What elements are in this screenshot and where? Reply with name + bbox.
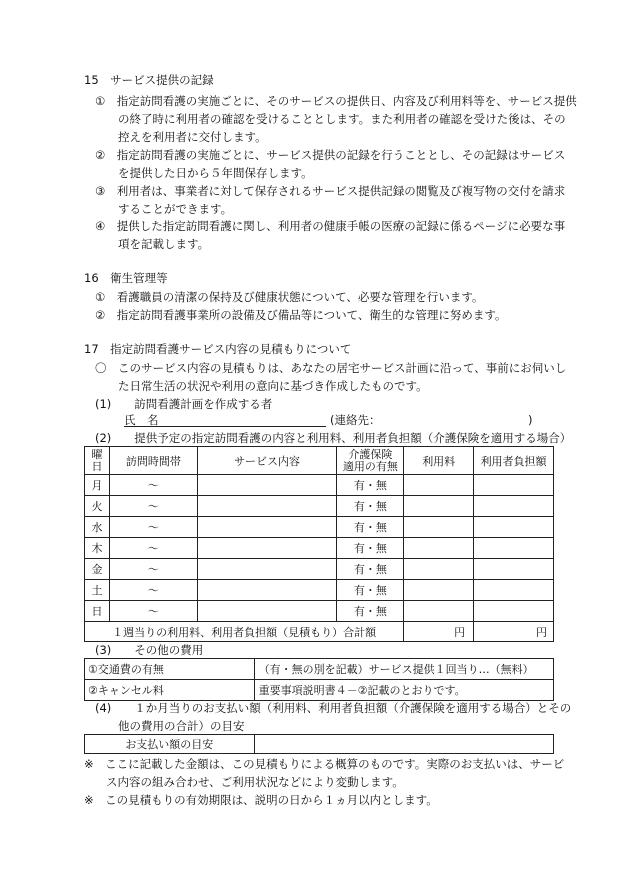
payment-label: お支払い額の目安 bbox=[85, 735, 255, 754]
burden-cell[interactable] bbox=[474, 601, 554, 622]
table-row bbox=[85, 580, 554, 601]
total-burden-cell[interactable] bbox=[474, 622, 554, 642]
note1-line1: ※ ここに記載した金額は、この見積もりによる概算のものです。実際のお支払いは、サービ bbox=[84, 757, 565, 771]
other-cost-label: ①交通費の有無 bbox=[85, 659, 255, 680]
fee-cell[interactable] bbox=[404, 475, 474, 496]
service-cell[interactable] bbox=[197, 559, 337, 580]
note2: ※ この見積もりの有効期限は、説明の日から１ヵ月以内とします。 bbox=[84, 793, 438, 807]
section-15-title: 15 サービス提供の記録 bbox=[84, 73, 214, 87]
service-cell[interactable] bbox=[197, 538, 337, 559]
time-cell[interactable]: ～ bbox=[109, 496, 197, 517]
contact-label: (連絡先： bbox=[330, 413, 381, 427]
total-fee-cell[interactable] bbox=[404, 622, 474, 642]
service-cell[interactable] bbox=[197, 517, 337, 538]
table-row bbox=[85, 538, 554, 559]
s17-intro-line2: た日常生活の状況や利用の意向に基づき作成したものです。 bbox=[118, 379, 428, 393]
payment-value-cell[interactable] bbox=[254, 735, 553, 754]
insurance-cell[interactable]: 有・無 bbox=[337, 538, 404, 559]
day-cell: 金 bbox=[85, 559, 110, 580]
day-cell: 土 bbox=[85, 580, 110, 601]
planner-name-label: 氏 名 bbox=[124, 413, 159, 427]
yen-unit: 円 bbox=[454, 625, 466, 639]
insurance-cell[interactable]: 有・無 bbox=[337, 580, 404, 601]
insurance-cell[interactable]: 有・無 bbox=[337, 517, 404, 538]
s15-item2-line1: ② 指定訪問看護の実施ごとに、サービス提供の記録を行うこととし、その記録はサービス bbox=[95, 148, 566, 162]
fee-cell[interactable] bbox=[404, 559, 474, 580]
s17-p3-heading: (3) その他の費用 bbox=[95, 643, 204, 657]
time-cell[interactable]: ～ bbox=[109, 517, 197, 538]
burden-cell[interactable] bbox=[474, 517, 554, 538]
s16-item2: ② 指定訪問看護事業所の設備及び備品等について、衛生的な管理に努めます。 bbox=[95, 308, 507, 322]
burden-cell[interactable] bbox=[474, 559, 554, 580]
insurance-cell[interactable]: 有・無 bbox=[337, 601, 404, 622]
header-service: サービス内容 bbox=[197, 447, 337, 475]
total-label: １週当りの利用料、利用者負担額（見積もり）合計額 bbox=[85, 622, 404, 642]
table-row bbox=[85, 517, 554, 538]
payment-table bbox=[84, 734, 554, 754]
s17-intro-line1: 〇 このサービス内容の見積もりは、あなたの居宅サービス計画に沿って、事前にお伺いし bbox=[95, 361, 567, 375]
s15-item1-line2: の終了時に利用者の確認を受けることとします。また利用者の確認を受けた後は、その bbox=[118, 112, 566, 126]
time-cell[interactable]: ～ bbox=[109, 538, 197, 559]
fee-cell[interactable] bbox=[404, 538, 474, 559]
header-time: 訪問時間帯 bbox=[109, 447, 197, 475]
other-costs-table bbox=[84, 658, 554, 701]
time-cell[interactable]: ～ bbox=[109, 559, 197, 580]
other-cost-value[interactable]: （有・無の別を記載）サービス提供１回当り…（無料） bbox=[254, 659, 553, 680]
burden-cell[interactable] bbox=[474, 580, 554, 601]
header-burden: 利用者負担額 bbox=[474, 447, 554, 475]
s15-item3-line2: することができます。 bbox=[118, 202, 233, 216]
table-row bbox=[85, 601, 554, 622]
day-cell: 水 bbox=[85, 517, 110, 538]
s15-item4-line2: 項を記載します。 bbox=[118, 237, 210, 251]
section-17-title: 17 指定訪問看護サービス内容の見積もりについて bbox=[84, 342, 352, 356]
service-cell[interactable] bbox=[197, 601, 337, 622]
day-cell: 日 bbox=[85, 601, 110, 622]
s16-item1: ① 看護職員の清潔の保持及び健康状態について、必要な管理を行います。 bbox=[95, 290, 484, 304]
planner-name-field[interactable] bbox=[124, 426, 326, 427]
time-cell[interactable]: ～ bbox=[109, 475, 197, 496]
schedule-table bbox=[84, 446, 554, 642]
header-fee: 利用料 bbox=[404, 447, 474, 475]
note1-line2: ス内容の組み合わせ、ご利用状況などにより変動します。 bbox=[106, 775, 404, 789]
insurance-cell[interactable]: 有・無 bbox=[337, 559, 404, 580]
s17-p4-line1: (4) １か月当りのお支払い額（利用料、利用者負担額（介護保険を適用する場合）とその bbox=[95, 701, 572, 715]
s15-item1-line1: ① 指定訪問看護の実施ごとに、そのサービスの提供日、内容及び利用料等を、サービス提供 bbox=[95, 94, 577, 108]
day-cell: 火 bbox=[85, 496, 110, 517]
other-cost-label: ②キャンセル料 bbox=[85, 680, 255, 701]
insurance-cell[interactable]: 有・無 bbox=[337, 496, 404, 517]
table-row bbox=[85, 496, 554, 517]
s17-p2-heading: (2) 提供予定の指定訪問看護の内容と利用料、利用者負担額（介護保険を適用する場合） bbox=[95, 431, 572, 445]
burden-cell[interactable] bbox=[474, 538, 554, 559]
day-cell: 月 bbox=[85, 475, 110, 496]
table-row bbox=[85, 659, 554, 680]
table-row bbox=[85, 475, 554, 496]
yen-unit: 円 bbox=[536, 625, 547, 639]
header-insurance: 介護保険 適用の有無 bbox=[337, 447, 404, 475]
header-day: 曜 日 bbox=[85, 447, 110, 475]
section-16-title: 16 衛生管理等 bbox=[84, 271, 168, 285]
burden-cell[interactable] bbox=[474, 475, 554, 496]
burden-cell[interactable] bbox=[474, 496, 554, 517]
service-cell[interactable] bbox=[197, 580, 337, 601]
fee-cell[interactable] bbox=[404, 580, 474, 601]
total-row bbox=[85, 622, 554, 642]
s17-p4-line2: 他の費用の合計）の目安 bbox=[118, 719, 245, 733]
other-cost-value[interactable]: 重要事項説明書４－②記載のとおりです。 bbox=[254, 680, 553, 701]
day-cell: 木 bbox=[85, 538, 110, 559]
fee-cell[interactable] bbox=[404, 496, 474, 517]
time-cell[interactable]: ～ bbox=[109, 601, 197, 622]
s15-item2-line2: を提供した日から５年間保存します。 bbox=[118, 166, 313, 180]
time-cell[interactable]: ～ bbox=[109, 580, 197, 601]
table-row bbox=[85, 559, 554, 580]
s15-item4-line1: ④ 提供した指定訪問看護に関し、利用者の健康手帳の医療の記録に係るページに必要な事 bbox=[95, 219, 566, 233]
s15-item1-line3: 控えを利用者に交付します。 bbox=[118, 130, 267, 144]
insurance-cell[interactable]: 有・無 bbox=[337, 475, 404, 496]
contact-close: ) bbox=[528, 413, 533, 427]
fee-cell[interactable] bbox=[404, 601, 474, 622]
s17-p1-heading: (1) 訪問看護計画を作成する者 bbox=[95, 397, 273, 411]
s15-item3-line1: ③ 利用者は、事業者に対して保存されるサービス提供記録の閲覧及び複写物の交付を請求 bbox=[95, 184, 566, 198]
fee-cell[interactable] bbox=[404, 517, 474, 538]
service-cell[interactable] bbox=[197, 475, 337, 496]
service-cell[interactable] bbox=[197, 496, 337, 517]
table-row bbox=[85, 680, 554, 701]
